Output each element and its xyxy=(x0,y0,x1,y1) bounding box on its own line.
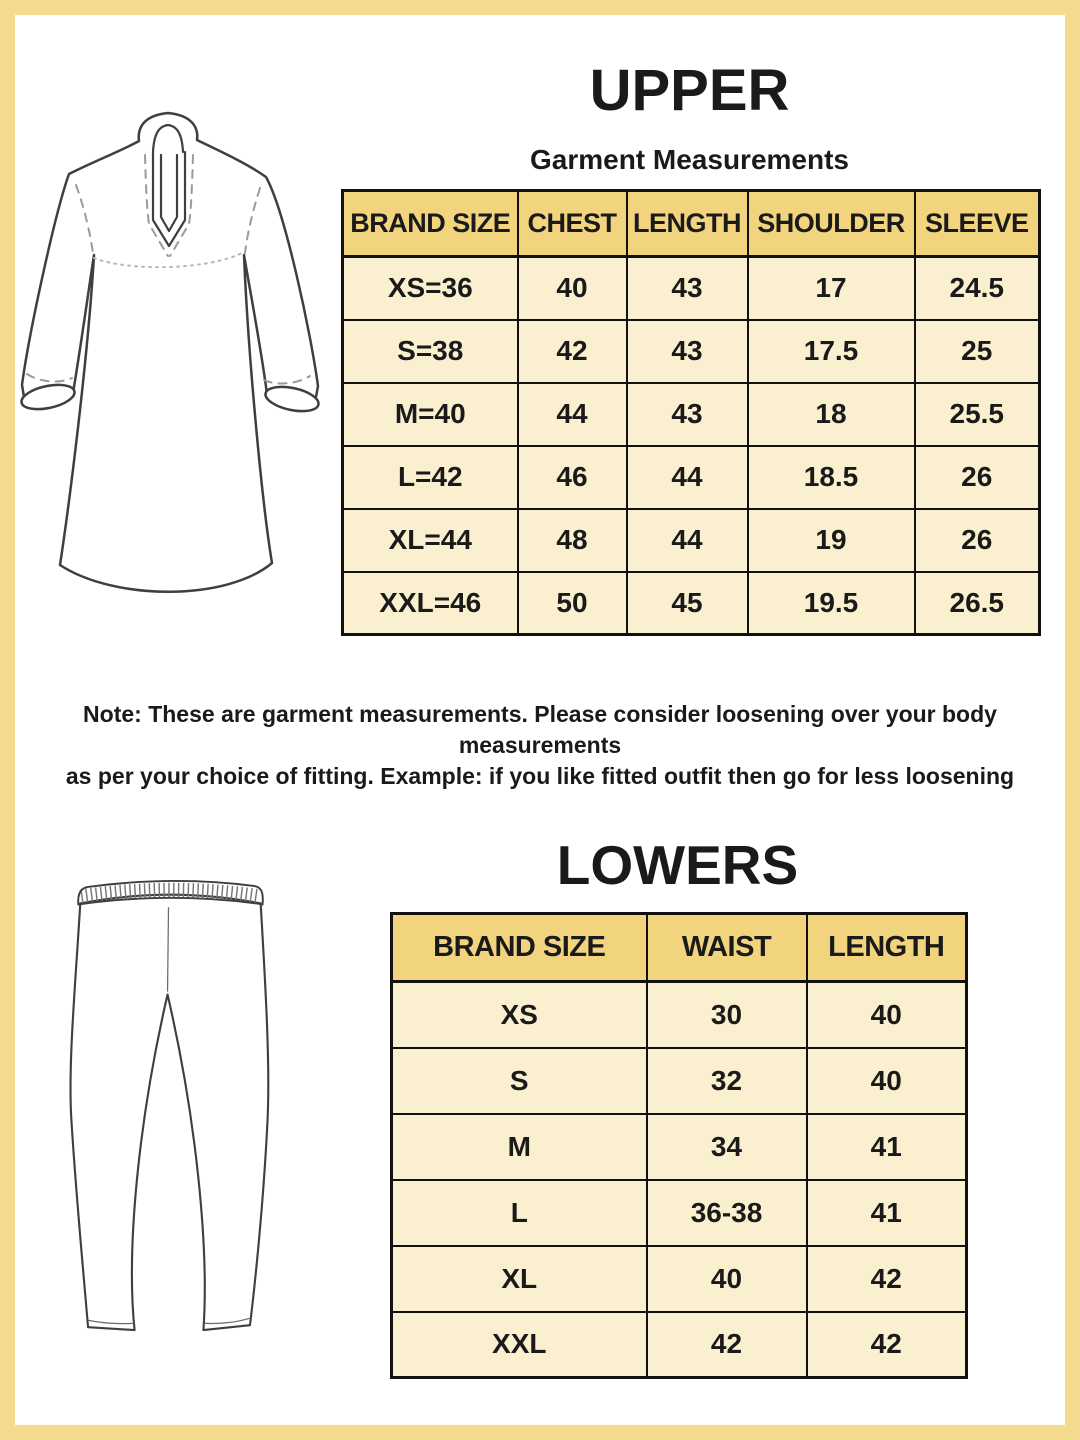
size-cell: XXL xyxy=(392,1312,647,1378)
table-row xyxy=(392,982,967,1048)
column-header: SHOULDER xyxy=(748,191,915,257)
measurement-cell: 43 xyxy=(627,383,748,446)
table-row xyxy=(392,1246,967,1312)
measurement-cell: 50 xyxy=(518,572,627,635)
note-line-2: as per your choice of fitting. Example: if you like fitted outfit then go for less loosening xyxy=(65,763,1015,789)
size-cell: XS xyxy=(392,982,647,1048)
measurement-cell: 44 xyxy=(627,446,748,509)
table-row xyxy=(392,1114,967,1180)
column-header: SLEEVE xyxy=(915,191,1040,257)
column-header: LENGTH xyxy=(807,914,967,982)
column-header: LENGTH xyxy=(627,191,748,257)
measurement-cell: 43 xyxy=(627,320,748,383)
measurement-cell: 34 xyxy=(647,1114,807,1180)
table-row xyxy=(343,572,1040,635)
measurement-cell: 17 xyxy=(748,257,915,320)
size-cell: S=38 xyxy=(343,320,518,383)
measurement-cell: 32 xyxy=(647,1048,807,1114)
table-row xyxy=(343,509,1040,572)
measurement-cell: 17.5 xyxy=(748,320,915,383)
table-row xyxy=(343,446,1040,509)
measurement-cell: 36-38 xyxy=(647,1180,807,1246)
note-text xyxy=(50,699,1030,792)
measurement-cell: 25 xyxy=(915,320,1040,383)
column-header: WAIST xyxy=(647,914,807,982)
measurement-cell: 40 xyxy=(807,982,967,1048)
measurement-cell: 18 xyxy=(748,383,915,446)
measurement-cell: 43 xyxy=(627,257,748,320)
measurement-cell: 19.5 xyxy=(748,572,915,635)
measurement-cell: 26 xyxy=(915,509,1040,572)
table-row xyxy=(343,320,1040,383)
measurement-cell: 46 xyxy=(518,446,627,509)
measurement-cell: 40 xyxy=(647,1246,807,1312)
measurement-cell: 24.5 xyxy=(915,257,1040,320)
pants-illustration xyxy=(25,862,345,1418)
header-row xyxy=(343,191,1040,257)
table-row xyxy=(392,1180,967,1246)
measurement-cell: 40 xyxy=(807,1048,967,1114)
measurement-cell: 25.5 xyxy=(915,383,1040,446)
size-cell: L=42 xyxy=(343,446,518,509)
measurement-cell: 41 xyxy=(807,1180,967,1246)
measurement-cell: 26.5 xyxy=(915,572,1040,635)
measurement-cell: 42 xyxy=(807,1312,967,1378)
size-cell: XL=44 xyxy=(343,509,518,572)
note-line-1: Note: These are garment measurements. Please consider loosening over your body measurements xyxy=(83,701,997,758)
column-header: BRAND SIZE xyxy=(343,191,518,257)
measurement-cell: 48 xyxy=(518,509,627,572)
garment-measurements-subtitle: Garment Measurements xyxy=(529,144,849,175)
measurement-cell: 42 xyxy=(518,320,627,383)
measurement-cell: 40 xyxy=(518,257,627,320)
column-header: BRAND SIZE xyxy=(392,914,647,982)
size-cell: L xyxy=(392,1180,647,1246)
measurement-cell: 30 xyxy=(647,982,807,1048)
size-cell: M=40 xyxy=(343,383,518,446)
table-row xyxy=(392,1312,967,1378)
measurement-cell: 42 xyxy=(647,1312,807,1378)
size-cell: XXL=46 xyxy=(343,572,518,635)
lowers-section-title: LOWERS xyxy=(556,834,799,896)
measurement-cell: 26 xyxy=(915,446,1040,509)
kurta-illustration xyxy=(15,98,345,658)
size-cell: XS=36 xyxy=(343,257,518,320)
upper-section-title: UPPER xyxy=(589,58,790,123)
measurement-cell: 42 xyxy=(807,1246,967,1312)
size-cell: XL xyxy=(392,1246,647,1312)
size-cell: S xyxy=(392,1048,647,1114)
table-row xyxy=(343,383,1040,446)
table-row xyxy=(343,257,1040,320)
lowers-size-table xyxy=(390,912,968,1379)
measurement-cell: 44 xyxy=(627,509,748,572)
header-row xyxy=(392,914,967,982)
measurement-cell: 18.5 xyxy=(748,446,915,509)
measurement-cell: 19 xyxy=(748,509,915,572)
upper-size-table xyxy=(341,189,1041,636)
measurement-cell: 45 xyxy=(627,572,748,635)
column-header: CHEST xyxy=(518,191,627,257)
table-row xyxy=(392,1048,967,1114)
measurement-cell: 44 xyxy=(518,383,627,446)
size-cell: M xyxy=(392,1114,647,1180)
measurement-cell: 41 xyxy=(807,1114,967,1180)
